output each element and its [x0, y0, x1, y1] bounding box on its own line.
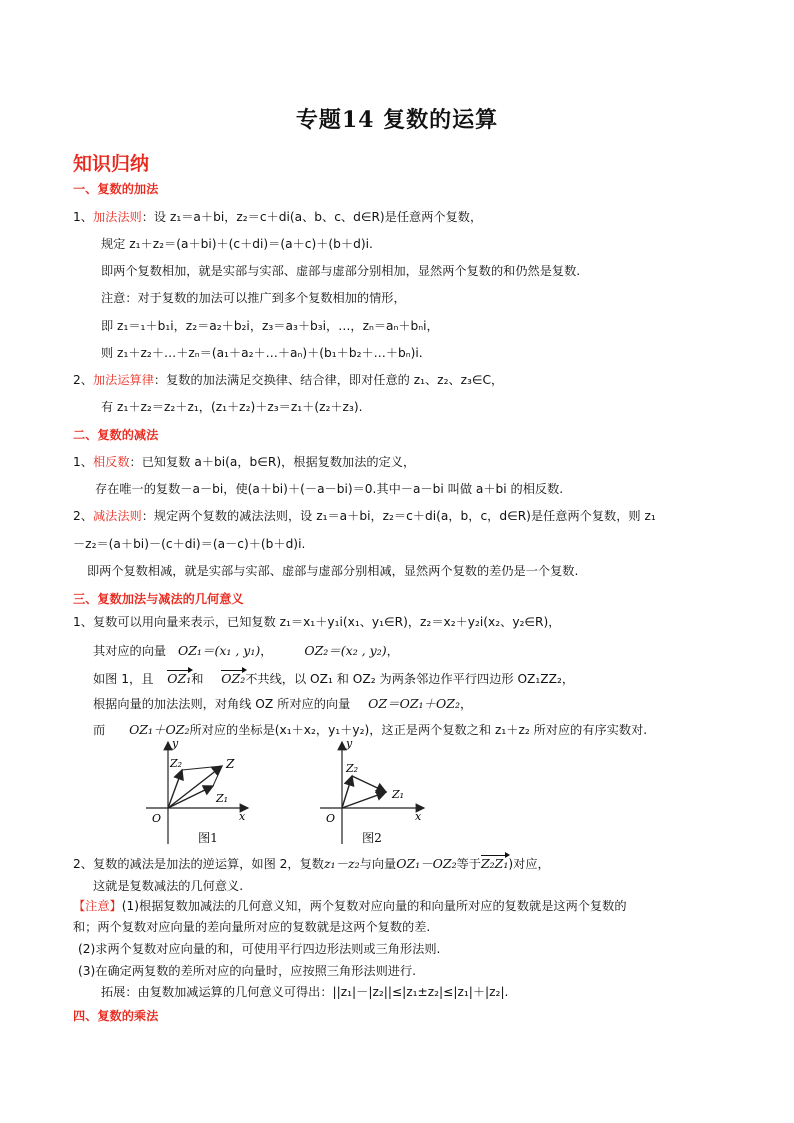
x-axis-label: x [415, 810, 422, 823]
vector-difference: OZ₁－OZ₂ [396, 856, 457, 871]
part3-line3 [93, 671, 574, 687]
part1-line6: 则 z₁＋z₂＋…＋zₙ＝(a₁＋a₂＋…＋aₙ)＋(b₁＋b₂＋…＋bₙ)i. [101, 346, 423, 360]
line-text: )对应， [508, 857, 550, 871]
line-text: 根据向量的加法法则，对角线 OZ 所对应的向量 [93, 697, 351, 711]
note-line3: (2)求两个复数对应向量的和，可使用平行四边形法则或三角形法则. [78, 942, 441, 956]
part2-line1 [73, 454, 415, 470]
line-text: 2、复数的减法是加法的逆运算，如图 2，复数 [73, 857, 324, 871]
y-axis-label: y [172, 737, 179, 750]
vector-oz2 [304, 643, 386, 658]
figure-1-caption: 图1 [198, 831, 218, 845]
vector-text: OZ₂＝(x₂ , y₂) [304, 643, 387, 658]
part1-line7 [73, 372, 503, 388]
line-text: 而 [93, 723, 106, 737]
vector-oz2-arrow [342, 776, 352, 808]
section-heading: 知识归纳 [73, 153, 150, 175]
part1-line2: 规定 z₁＋z₂＝(a＋bi)＋(c＋di)＝(a＋c)＋(b＋d)i. [101, 237, 373, 251]
line-text: 等于 [456, 857, 481, 871]
note-line1 [73, 898, 627, 914]
origin-label: O [152, 812, 162, 825]
term-opposite: 相反数 [92, 455, 130, 469]
note-line5: 拓展：由复数加减运算的几何意义可得出：||z₁|－|z₂||≤|z₁±z₂|≤|z₁|＋|z₂|. [101, 985, 509, 999]
expr-z1-minus-z2: z₁－z₂ [323, 856, 360, 871]
part1-heading: 一、复数的加法 [73, 182, 159, 196]
line-text: ：设 z₁＝a＋bi，z₂＝c＋di(a、b、c、d∈R)是任意两个复数， [141, 210, 483, 224]
part3-line2 [93, 643, 399, 659]
line-text: ：规定两个复数的减法法则，设 z₁＝a＋bi，z₂＝c＋di(a，b，c，d∈R)是任意两个复数，则 z₁ [141, 509, 656, 523]
vector-oz2: OZ₂ [221, 671, 246, 686]
part1-line3: 即两个复数相加，就是实部与实部、虚部与虚部分别相加，显然两个复数的和仍然是复数. [101, 264, 581, 278]
item-number: 1、 [73, 210, 93, 224]
part4-heading: 四、复数的乘法 [73, 1009, 159, 1023]
point-z-label: Z [226, 757, 235, 771]
page-title: 专题14 复数的运算 [295, 107, 499, 133]
line-text: (1)根据复数加减法的几何意义知，两个复数对应向量的和向量所对应的复数就是这两个复数的 [121, 899, 627, 913]
x-axis-label: x [239, 810, 246, 823]
vector-z2z1-arrow [352, 776, 386, 792]
vector-z2z1: Z₂Z₁ [480, 856, 509, 871]
part2-heading: 二、复数的减法 [73, 428, 159, 442]
term-addition-rule: 加法法则 [92, 210, 142, 224]
line-text: ：已知复数 a＋bi(a，b∈R)，根据复数加法的定义， [129, 455, 416, 469]
point-z1-label: Z₁ [392, 788, 405, 801]
line-text: 与向量 [359, 857, 397, 871]
point-z2-label: Z₂ [170, 757, 183, 770]
part3-line7: 这就是复数减法的几何意义. [93, 879, 244, 893]
parallelogram-side [182, 766, 222, 770]
note-tag: 【注意】 [73, 899, 122, 913]
part2-line5: 即两个复数相减，就是实部与实部、虚部与虚部分别相减，显然两个复数的差仍是一个复数. [87, 564, 579, 578]
item-number: 2、 [73, 373, 93, 387]
vector-text: OZ₁＝(x₁ , y₁) [178, 643, 261, 658]
vector-oz1 [178, 643, 260, 658]
line-text: 其对应的向量 [93, 644, 167, 658]
part2-line3 [73, 508, 656, 524]
origin-label: O [326, 812, 336, 825]
note-line2: 和；两个复数对应向量的差向量所对应的复数就是这两个复数的差. [73, 920, 431, 934]
part3-line4 [93, 696, 472, 712]
item-number: 2、 [73, 509, 93, 523]
part3-line6 [73, 856, 550, 872]
line-text: 和 [191, 672, 204, 686]
part2-line4: －z₂＝(a＋bi)－(c＋di)＝(a－c)＋(b＋d)i. [73, 537, 306, 551]
point-z1-label: Z₁ [216, 792, 229, 805]
part2-line2: 存在唯一的复数－a－bi，使(a＋bi)＋(－a－bi)＝0.其中－a－bi 叫做 a＋bi 的相反数. [95, 482, 564, 496]
vector-sum-equation: OZ＝OZ₁＋OZ₂ [368, 696, 460, 711]
line-text: 所对应的坐标是(x₁＋x₂，y₁＋y₂)，这正是两个复数之和 z₁＋z₂ 所对应的有序实数对. [189, 723, 648, 737]
line-text: 不共线，以 OZ₁ 和 OZ₂ 为两条邻边作平行四边形 OZ₁ZZ₂， [245, 672, 575, 686]
line-text: 如图 1，且 [93, 672, 154, 686]
vector-oz1: OZ₁ [167, 671, 192, 686]
part3-line1: 1、复数可以用向量来表示，已知复数 z₁＝x₁＋y₁i(x₁、y₁∈R)，z₂＝x₂＋y₂i(x₂、y₂∈R)， [73, 615, 561, 629]
term-addition-law: 加法运算律 [92, 373, 154, 387]
part1-line8: 有 z₁＋z₂＝z₂＋z₁，(z₁＋z₂)＋z₃＝z₁＋(z₂＋z₃). [101, 400, 363, 414]
note-line4: (3)在确定两复数的差所对应的向量时，应按照三角形法则进行. [78, 964, 417, 978]
separator: ， [260, 644, 273, 658]
term-subtraction-rule: 减法法则 [92, 509, 142, 523]
y-axis-label: y [346, 737, 353, 750]
point-z2-label: Z₂ [346, 762, 359, 775]
figure-2-caption: 图2 [362, 831, 382, 845]
part1-line1 [73, 209, 482, 225]
separator: ， [459, 697, 473, 711]
line-text: ：复数的加法满足交换律、结合律，即对任意的 z₁、z₂、z₃∈C， [153, 373, 504, 387]
part3-heading: 三、复数加法与减法的几何意义 [73, 592, 244, 606]
item-number: 1、 [73, 455, 93, 469]
part1-line4: 注意：对于复数的加法可以推广到多个复数相加的情形， [101, 291, 406, 305]
vector-sum: OZ₁＋OZ₂ [129, 722, 190, 737]
separator: ， [386, 644, 399, 658]
vector-oz1-arrow [342, 792, 386, 808]
part1-line5: 即 z₁＝₁＋b₁i，z₂＝a₂＋b₂i，z₃＝a₃＋b₃i，…，zₙ＝aₙ＋bₙi， [101, 319, 439, 333]
